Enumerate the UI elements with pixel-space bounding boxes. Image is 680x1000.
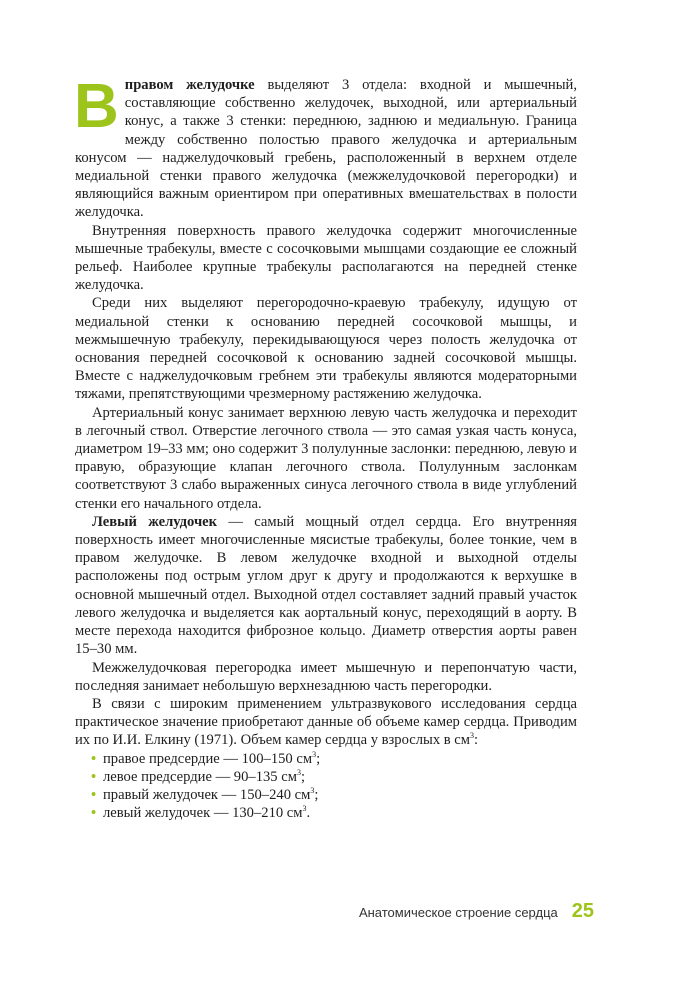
- list-item-text: правое предсердие — 100–150 см: [103, 750, 313, 767]
- list-item-end: ;: [316, 750, 321, 767]
- list-item-text: правый желудочек — 150–240 см: [103, 786, 311, 803]
- list-item: [93, 750, 577, 768]
- list-item-text: левое предсердие — 90–135 см: [103, 768, 297, 785]
- drop-cap: В: [74, 72, 119, 141]
- chamber-volume-list: [75, 750, 577, 823]
- list-item-end: .: [306, 805, 311, 822]
- paragraph-septum: Межжелудочковая перегородка имеет мышечную и перепончатую части, последняя занимает небольшую верхнезаднюю часть перегородки.: [75, 659, 577, 694]
- page-number: 25: [571, 900, 594, 922]
- paragraph-inner-surface: Внутренняя поверхность правого желудочка содержит многочисленные мышечные трабекулы, вместе с сосочковыми мышцами создающие ее сложный рельеф. Наиболее крупные трабекулы располагаются на передней стенке желудочка.: [75, 222, 577, 294]
- running-title: Анатомическое строение сердца: [358, 905, 558, 920]
- superscript: 3: [312, 749, 317, 759]
- bullet-icon: •: [91, 805, 97, 822]
- list-item: [93, 786, 577, 804]
- list-item: [93, 768, 577, 786]
- bullet-icon: •: [91, 786, 97, 803]
- paragraph-left-ventricle: [75, 513, 577, 659]
- superscript: 3: [296, 767, 301, 777]
- list-item-text: левый желудочек — 130–210 см: [103, 805, 303, 822]
- superscript: 3: [302, 804, 307, 814]
- paragraph-text: — самый мощный отдел сердца. Его внутренняя поверхность имеет многочисленные мясистые трабекулы, более тонкие, чем в правом желудочке. В левом желудочке входной и выходной отделы расположены под острым углом друг к другу и продолжаются к верхушке в основной мышечный отдел. Выходной отдел составляет задний правый участок левого желудочка и выделяется как аортальный конус, переходящий в аорту. В месте перехода находится фиброзное кольцо. Диаметр отверстия аорты равен 15–30 мм.: [75, 513, 577, 658]
- superscript: 3: [310, 785, 315, 795]
- paragraph-end: :: [474, 732, 479, 749]
- bullet-icon: •: [91, 750, 97, 767]
- list-item-end: ;: [314, 786, 319, 803]
- paragraph-text: выделяют 3 отдела: входной и мышечный, составляющие собственно желудочек, выходной, или артериальный конус, а также 3 стенки: переднюю, заднюю и медиальную. Граница между собственно полостью правого желудочка и артериальным конусом — наджелудочковый гребень, расположенный в верхнем отделе медиальной стенки правого желудочка (межжелудочковой перегородки) и являющийся важным ориентиром при оперативных вмешательствах в полости желудочка.: [75, 77, 578, 221]
- paragraph-arterial-cone: Артериальный конус занимает верхнюю левую часть желудочка и переходит в легочный ствол. Отверстие легочного ствола — это самая узкая часть конуса, диаметром 19–33 мм; оно содержит 3 полулунные заслонки: переднюю, левую и правую, образующие клапан легочного ствола. Полулунным заслонкам соответствуют 3 слабо выраженных синуса легочного ствола в виде углублений стенки его начального отдела.: [75, 404, 577, 512]
- bullet-icon: •: [91, 768, 97, 785]
- paragraph-trabeculae: Среди них выделяют перегородочно-краевую трабекулу, идущую от медиальной стенки к основанию передней сосочковой мышцы, и межмышечную трабекулу, перекидывающуюся через полость желудочка от основания передней сосочковой к основанию задней сосочковой мышцы. Вместе с наджелудочковым гребнем эти трабекулы являются модераторными тяжами, препятствующими чрезмерному растяжению желудочка.: [75, 295, 577, 403]
- list-item-end: ;: [300, 768, 306, 785]
- term-right-ventricle: правом желудочке: [124, 77, 255, 93]
- superscript: 3: [470, 731, 475, 741]
- page-body: [74, 72, 578, 822]
- term-left-ventricle: Левый желудочек: [92, 513, 218, 530]
- paragraph-text: В связи с широким применением ультразвукового исследования сердца практическое значение приобретают данные об объеме камер сердца. Приводим их по И.И. Елкину (1971). Объем камер сердца у взрослых в см: [75, 695, 577, 749]
- list-item: [93, 804, 577, 822]
- paragraph-right-ventricle: [74, 72, 578, 222]
- paragraph-ultrasound: [75, 695, 577, 750]
- page-footer: [359, 900, 594, 923]
